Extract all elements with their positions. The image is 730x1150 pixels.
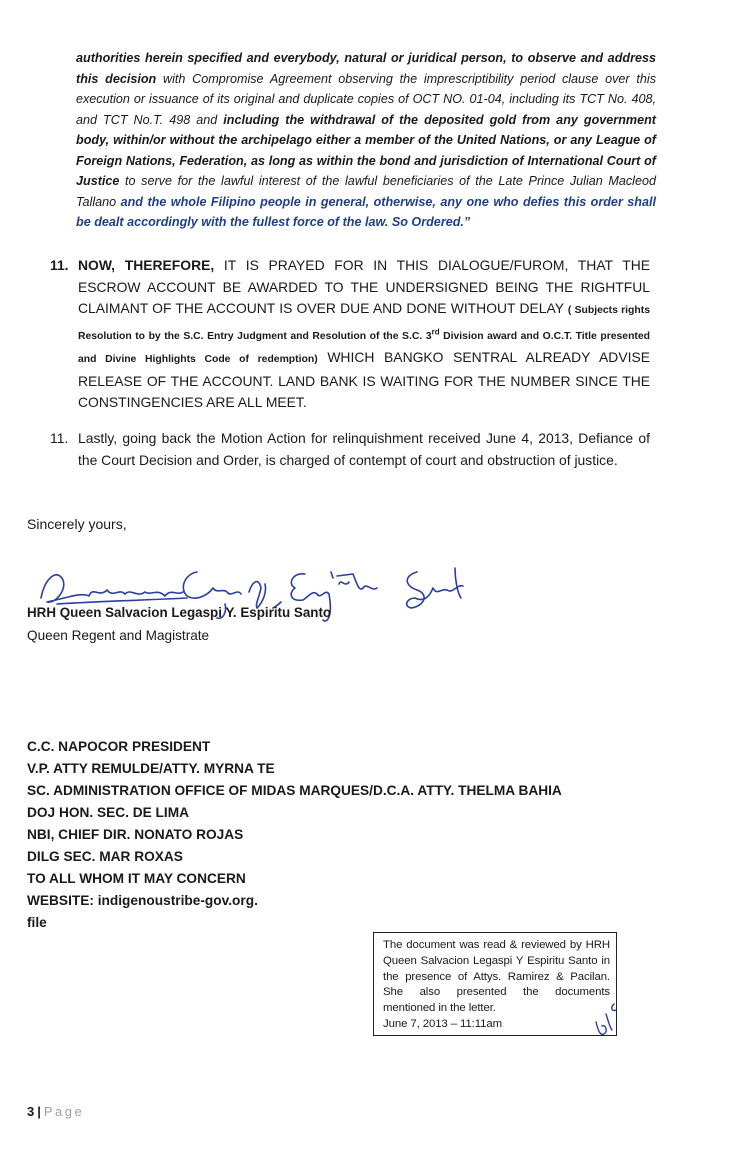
cc-line: SC. ADMINISTRATION OFFICE OF MIDAS MARQUES/D.C.A. ATTY. THELMA BAHIA — [27, 783, 562, 798]
quote-bold-2: including the withdrawal of the deposited gold from any government body, within/or without — [76, 112, 656, 147]
quote-bold-1: authorities herein specified and everybody, natural or juridical person, to observe and address this decision — [76, 51, 656, 86]
numbered-item-prayer — [50, 255, 650, 414]
cc-line: WEBSITE: indigenoustribe-gov.org. — [27, 893, 258, 908]
signer-title: Queen Regent and Magistrate — [27, 628, 210, 643]
page-word: Page — [43, 1104, 85, 1119]
signer-name: HRH Queen Salvacion Legaspi Y. Espiritu Santo — [27, 605, 332, 620]
review-note-text: The document was read & reviewed by HRH Queen Salvacion Legaspi Y Espiritu Santo in the presence of Attys. Ramirez & Pacilan. She also presented the documents mentioned in the letter. — [383, 939, 610, 1015]
quoted-order-paragraph — [76, 48, 656, 233]
cc-line: C.C. NAPOCOR PRESIDENT — [27, 739, 211, 754]
parenthetical-superscript: rd — [431, 327, 440, 337]
cc-line: V.P. ATTY REMULDE/ATTY. MYRNA TE — [27, 761, 275, 776]
item-prayer-text-1: IT IS PRAYED FOR IN THIS DIALOGUE/FUROM, THAT THE ESCROW ACCOUNT BE AWARDED TO THE UNDERSIGNED BEING THE RIGHTFUL CLAIMANT OF THE ACCOUNT IS OVER DUE AND DONE WITHOUT DELAY — [78, 257, 650, 316]
handwritten-initials — [586, 1000, 626, 1040]
item-prayer-text — [78, 255, 650, 414]
item-lead: NOW, THEREFORE, — [78, 257, 215, 273]
closing-salutation: Sincerely yours, — [27, 516, 127, 532]
numbered-item-lastly — [50, 428, 650, 471]
review-note-box — [373, 932, 617, 1036]
page-footer — [27, 1104, 84, 1119]
cc-line: DILG SEC. MAR ROXAS — [27, 849, 183, 864]
item-number: 11. — [50, 430, 69, 446]
quote-blue-conclusion: and the whole Filipino people in general, otherwise, any one who defies this order shall be dealt accordingly with the fullest force of the law. So Ordered.” — [76, 194, 656, 229]
parenthetical-part-2: Division award and O.C.T. Title presented and Divine Highlights Code of redemption) — [78, 330, 651, 366]
quote-text-2: to serve for the lawful interest of the lawful beneficiaries of the Late Prince Julian Macleod Tallano — [76, 174, 656, 209]
item-prayer-text-2: WHICH BANGKO SENTRAL ALREADY ADVISE RELEASE OF THE ACCOUNT. LAND BANK IS WAITING FOR THE NUMBER SINCE THE CONSTINGENCIES ARE ALL MEET. — [78, 349, 650, 411]
review-note-date: June 7, 2013 – 11:11am — [383, 1017, 502, 1030]
cc-line: DOJ HON. SEC. DE LIMA — [27, 805, 189, 820]
parenthetical-part-1: ( Subjects rights Resolution to by the S.C. Entry Judgment and Resolution of the S.C. 3 — [78, 305, 650, 342]
page-number: 3 — [27, 1104, 35, 1119]
quote-bold-3: the archipelago either a member of the United Nations, or any League of Foreign Nations, Federation, as long as within the bond and jurisdiction of International Court of Justice — [76, 133, 656, 188]
item-number: 11. — [50, 257, 69, 273]
cc-distribution-list — [27, 736, 562, 934]
quote-text-1: with Compromise Agreement observing the imprescriptibility period clause over this execution or issuance of its original and duplicate copies of OCT NO. 01-04, including its TCT No. 408, and TCT No.T. 498 and — [76, 71, 656, 127]
signature-block — [27, 558, 507, 648]
cc-line: NBI, CHIEF DIR. NONATO ROJAS — [27, 827, 244, 842]
item-lastly-text: Lastly, going back the Motion Action for relinquishment received June 4, 2013, Defiance of the Court Decision and Order, is charged of contempt of court and obstruction of justice. — [78, 430, 650, 468]
cc-line: TO ALL WHOM IT MAY CONCERN — [27, 871, 246, 886]
cc-line: file — [27, 915, 47, 930]
footer-separator: | — [37, 1104, 41, 1119]
